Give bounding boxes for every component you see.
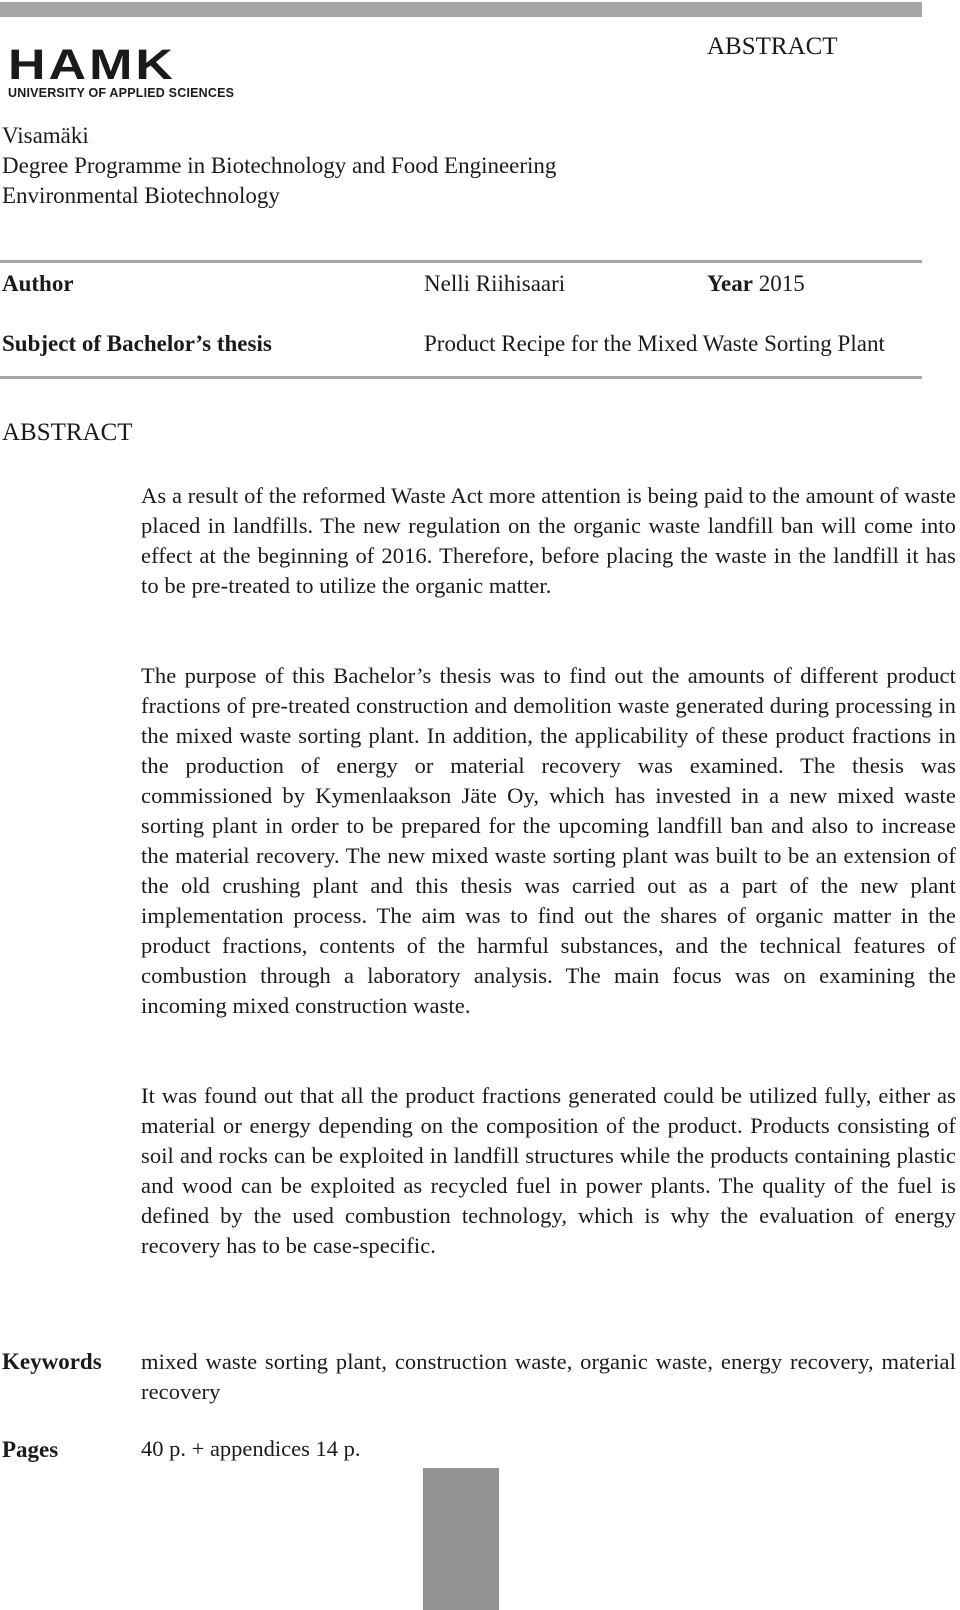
header-section-label: ABSTRACT <box>707 33 838 60</box>
meta-top-rule <box>0 260 922 263</box>
logo-wordmark: HAMK <box>8 41 176 89</box>
author-label: Author <box>2 271 74 296</box>
year-label: Year <box>707 271 753 296</box>
department-block <box>2 121 556 211</box>
meta-bottom-rule <box>0 376 922 379</box>
pages-value: 40 p. + appendices 14 p. <box>141 1436 361 1461</box>
footer-page-tab <box>423 1468 499 1610</box>
logo-subtitle: UNIVERSITY OF APPLIED SCIENCES <box>8 86 235 100</box>
subject-label: Subject of Bachelor’s thesis <box>2 331 272 356</box>
author-value: Nelli Riihisaari <box>424 271 566 296</box>
hamk-logo <box>8 41 235 100</box>
abstract-title: ABSTRACT <box>2 419 133 446</box>
pages-label: Pages <box>2 1437 59 1462</box>
year-field <box>707 271 805 297</box>
specialisation: Environmental Biotechnology <box>2 183 280 208</box>
top-divider-bar <box>0 2 922 17</box>
degree-programme: Degree Programme in Biotechnology and Food Engineering <box>2 153 557 178</box>
abstract-paragraph: As a result of the reformed Waste Act more attention is being paid to the amount of waste placed in landfills. The new regulation on the organic waste landfill ban will come into effect at the beginning of 2016. Therefore, before placing the waste in the landfill it has to be pre-treated to utilize the organic matter. <box>141 483 956 598</box>
keywords-value: mixed waste sorting plant, construction waste, organic waste, energy recovery, material recovery <box>141 1349 956 1404</box>
subject-value: Product Recipe for the Mixed Waste Sorting Plant <box>424 331 885 356</box>
keywords-label: Keywords <box>2 1349 102 1374</box>
campus-name: Visamäki <box>2 123 89 148</box>
year-value: 2015 <box>758 271 805 296</box>
abstract-paragraph: It was found out that all the product fractions generated could be utilized fully, either as material or energy depending on the composition of the product. Products consisting of soil and rocks can be exploited in landfill structures while the products containing plastic and wood can be exploited as recycled fuel in power plants. The quality of the fuel is defined by the used combustion technology, which is why the evaluation of energy recovery has to be case-specific. <box>141 1083 956 1258</box>
abstract-paragraph: The purpose of this Bachelor’s thesis was to find out the amounts of different product fractions of pre-treated construction and demolition waste generated during processing in the mixed waste sorting plant. In addition, the applicability of these product fractions in the production of energy or material recovery was examined. The thesis was commissioned by Kymenlaakson Jäte Oy, which has invested in a new mixed waste sorting plant in order to be prepared for the upcoming landfill ban and also to increase the material recovery. The new mixed waste sorting plant was built to be an extension of the old crushing plant and this thesis was carried out as a part of the new plant implementation process. The aim was to find out the shares of organic matter in the product fractions, contents of the harmful substances, and the technical features of combustion through a laboratory analysis. The main focus was on examining the incoming mixed construction waste. <box>141 663 956 1018</box>
